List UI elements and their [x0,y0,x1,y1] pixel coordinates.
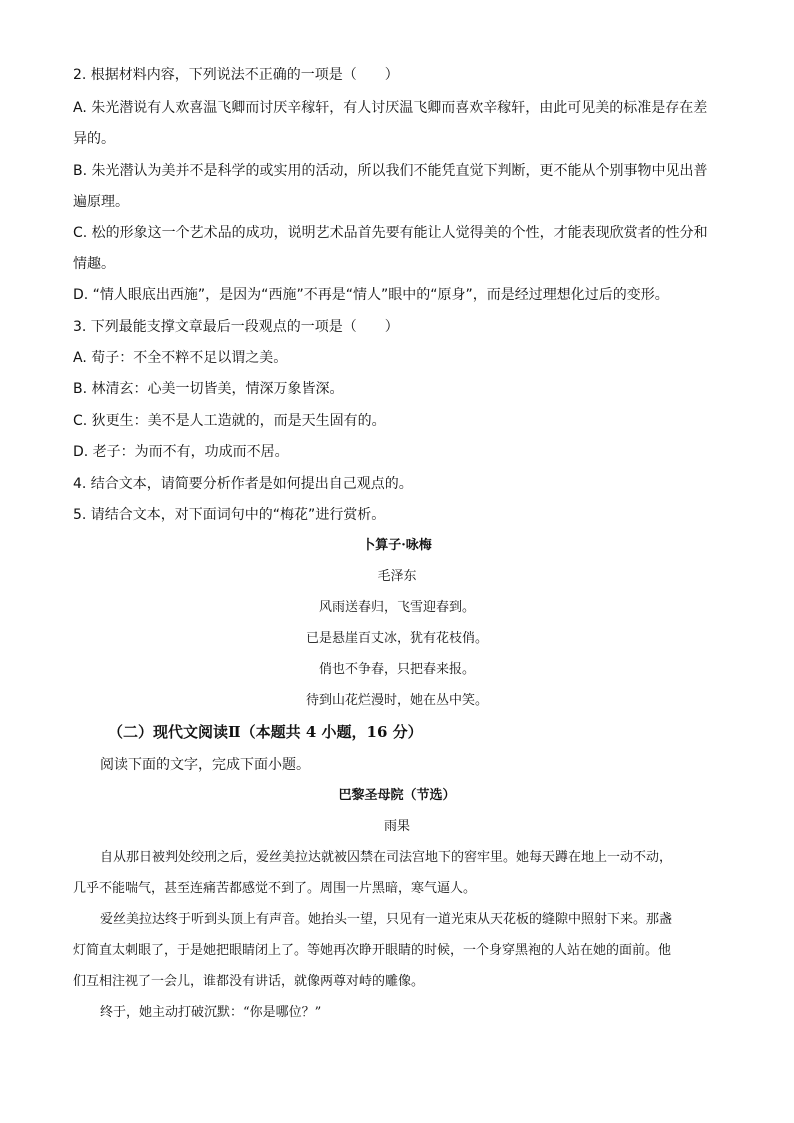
question-3-option-d: D. 老子：为而不有，功成而不居。 [73,444,289,460]
poem-line: 俏也不争春，只把春来报。 [318,662,475,677]
question-2-option-c-cont: 情趣。 [73,256,115,272]
section-instruction: 阅读下面的文字，完成下面小题。 [100,757,310,773]
question-3-option-b: B. 林清玄：心美一切皆美，情深万象皆深。 [73,381,344,397]
passage-author: 雨果 [383,819,410,834]
passage-paragraph-line: 们互相注视了一会儿，谁都没有讲话，就像两尊对峙的雕像。 [73,974,425,989]
poem-line: 已是悬崖百丈冰，犹有花枝俏。 [305,631,488,646]
question-4-stem: 4. 结合文本，请简要分析作者是如何提出自己观点的。 [73,476,413,492]
question-3-option-a: A. 荀子：不全不粹不足以谓之美。 [73,350,288,366]
passage-title: 巴黎圣母院（节选） [338,788,456,803]
poem-title: 卜算子·咏梅 [362,538,432,553]
poem-line: 风雨送春归，飞雪迎春到。 [318,600,475,615]
poem-author: 毛泽东 [377,569,417,584]
question-2-option-c: C. 松的形象这一个艺术品的成功，说明艺术品首先要有能让人觉得美的个性，才能表现欣赏者的性分和 [73,225,708,241]
passage-paragraph-line: 自从那日被判处绞刑之后，爱丝美拉达就被囚禁在司法宫地下的窖牢里。她每天蹲在地上一动不动， [100,850,673,865]
question-3-stem: 3. 下列最能支撑文章最后一段观点的一项是（ ） [73,319,399,335]
question-2-option-a: A. 朱光潜说有人欢喜温飞卿而讨厌辛稼轩，有人讨厌温飞卿而喜欢辛稼轩，由此可见美的标准是存在差 [73,100,708,116]
question-2-option-b: B. 朱光潜认为美并不是科学的或实用的活动，所以我们不能凭直觉下判断，更不能从个别事物中见出普 [73,163,708,179]
passage-paragraph-line: 灯简直太刺眼了，于是她把眼睛闭上了。等她再次睁开眼睛的时候，一个身穿黑袍的人站在她的面前。他 [73,943,672,958]
question-2-option-a-cont: 异的。 [73,131,115,147]
passage-paragraph-line: 终于，她主动打破沉默：“你是哪位？” [100,1005,322,1020]
question-2-stem: 2. 根据材料内容，下列说法不正确的一项是（ ） [73,67,399,83]
passage-paragraph-line: 几乎不能喘气，甚至连痛苦都感觉不到了。周围一片黑暗，寒气逼人。 [73,881,477,896]
question-2-option-b-cont: 遍原理。 [73,194,129,210]
passage-paragraph-line: 爱丝美拉达终于听到头顶上有声音。她抬头一望，只见有一道光束从天花板的缝隙中照射下来。那盏 [100,912,673,927]
question-2-option-d: D. “情人眼底出西施”，是因为“西施”不再是“情人”眼中的“原身”，而是经过理想化过后的变形。 [73,287,669,303]
question-5-stem: 5. 请结合文本，对下面词句中的“梅花”进行赏析。 [73,507,386,523]
poem-line: 待到山花烂漫时，她在丛中笑。 [305,693,488,708]
section-heading: （二）现代文阅读Ⅱ（本题共 4 小题，16 分） [108,723,423,741]
question-3-option-c: C. 狄更生：美不是人工造就的，而是天生固有的。 [73,413,386,429]
